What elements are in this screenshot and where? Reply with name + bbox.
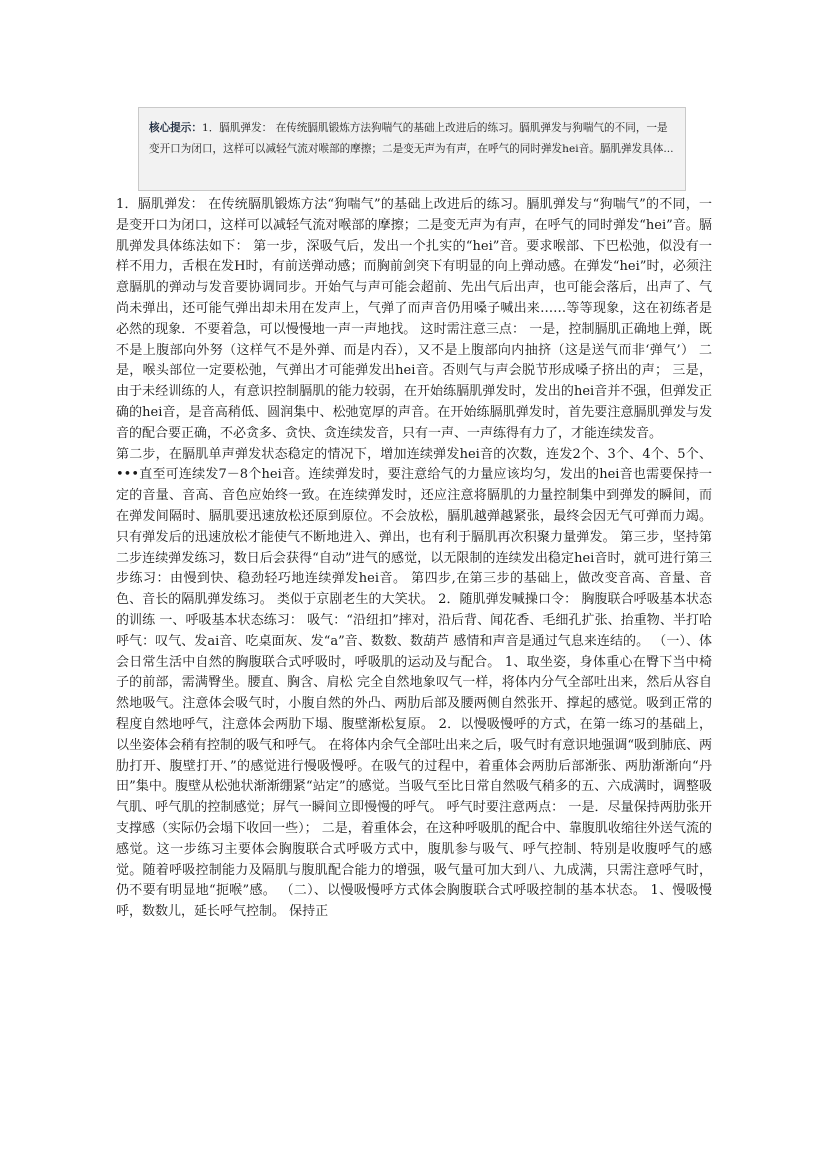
summary-box <box>138 107 686 191</box>
article-body <box>116 195 712 923</box>
paragraph-1: 1．膈肌弹发： 在传统膈肌锻炼方法“狗喘气”的基础上改进后的练习。膈肌弹发与“狗喘气”的不同，一是变开口为闭口，这样可以减轻气流对喉部的摩擦；二是变无声为有声，在呼气的同时弹发“hei”音。膈肌弹发具体练法如下： 第一步，深吸气后，发出一个扎实的“hei”音。要求喉部、下巴松弛，似没有一样不用力，舌根在发H时，有前送弹动感；而胸前剑突下有明显的向上弹动感。在弹发“hei”时，必须注意膈肌的弹动与发音要协调同步。开始气与声可能会超前、先出气后出声，也可能会落后，出声了、气尚未弹出，还可能气弹出却未用在发声上，气弹了而声音仍用嗓子喊出来……等等现象，这在初练者是必然的现象．不要着急，可以慢慢地一声一声地找。 这时需注意三点： 一是，控制膈肌正确地上弹，既不是上腹部向外努（这样气不是外弹、而是内吞），又不是上腹部向内抽挤（这是送气而非‘弹气’） 二是，喉头部位一定要松弛，气弹出才可能弹发出hei音。否则气与声会脱节形成嗓子挤出的声； 三是，由于未经训练的人，有意识控制膈肌的能力较弱，在开始练膈肌弹发时，发出的hei音并不强，但弹发正确的hei音，是音高稍低、圆润集中、松弛宽厚的声音。在开始练膈肌弹发时，首先要注意膈肌弹发与发音的配合要正确，不必贪多、贪快、贪连续发音，只有一声、一声练得有力了，才能连续发音。 <box>116 197 712 441</box>
paragraph-2: 第二步，在膈肌单声弹发状态稳定的情况下，增加连续弹发hei音的次数，连发2个、3个、4个、5个、•••直至可连续发7－8个hei音。连续弹发时，要注意给气的力量应该均匀，发出的hei音也需要保持一定的音量、音高、音色应始终一致。在连续弹发时，还应注意将膈肌的力量控制集中到弹发的瞬间，而在弹发间隔时、膈肌要迅速放松还原到原位。不会放松，膈肌越弹越紧张，最终会因无气可弹而力竭。只有弹发后的迅速放松才能使气不断地进入、弹出，也有利于膈肌再次积聚力量弹发。 第三步，坚持第二步连续弹发练习，数日后会获得“自动”进气的感觉，以无限制的连续发出稳定hei音时，就可进行第三步练习：由慢到快、稳劲轻巧地连续弹发hei音。 第四步,在第三步的基础上，做改变音高、音量、音色、音长的隔肌弹发练习。 类似于京剧老生的大笑状。 2．随肌弹发喊操口令： 胸腹联合呼吸基本状态的训练 一、呼吸基本状态练习： 吸气：“沿纽扣”摔对，沿后背、闻花香、毛细孔扩张、抬重物、半打哈 呼气：叹气、发ai音、吃桌面灰、发“a”音、数数、数葫芦 感情和声音是通过气息来连结的。 （一）、体会日常生活中自然的胸腹联合式呼吸时，呼吸肌的运动及与配合。 1、取坐姿，身体重心在臀下当中椅子的前部，需满臀坐。腰直、胸含、肩松 完全自然地象叹气一样，将体内分气全部吐出来，然后从容自然地吸气。注意体会吸气时，小腹自然的外凸、两肋后部及腰两侧自然张开、撑起的感觉。吸到正常的程度自然地呼气，注意体会两肋下塌、腹壁渐松复原。 2．以慢吸慢呼的方式，在第一练习的基础上，以坐姿体会稍有控制的吸气和呼气。 在将体内余气全部吐出来之后，吸气时有意识地强调“吸到肺底、两肋打开、腹壁打开、”的感觉进行慢吸慢呼。在吸气的过程中，着重体会两肋后部渐张、两肋渐渐向“丹田”集中。腹壁从松弛状渐渐绷紧“站定”的感觉。当吸气至比日常自然吸气稍多的五、六成满时，调整吸气肌、呼气肌的控制感觉；屏气一瞬间立即慢慢的呼气。 呼气时要注意两点： 一是．尽量保持两肋张开支撑感（实际仍会塌下收回一些）； 二是，着重体会，在这种呼吸肌的配合中、靠腹肌收缩往外送气流的感觉。这一步练习主要体会胸腹联合式呼吸方式中，腹肌参与吸气、呼气控制、特别是收腹呼气的感觉。随着呼吸控制能力及隔肌与腹肌配合能力的增强，吸气量可加大到八、九成满，只需注意呼气时，仍不要有明显地“扼喉”感。 （二）、以慢吸慢呼方式体会胸腹联合式呼吸控制的基本状态。 1、慢吸慢呼，数数儿，延长呼气控制。 保持正 <box>116 446 712 920</box>
summary-label: 核心提示： <box>149 122 202 134</box>
summary-text: 1．膈肌弹发： 在传统膈肌锻炼方法狗喘气的基础上改进后的练习。膈肌弹发与狗喘气的不同，一是变开口为闭口，这样可以减轻气流对喉部的摩擦；二是变无声为有声，在呼气的同时弹发hei音。膈肌弹发具体... <box>149 122 674 155</box>
